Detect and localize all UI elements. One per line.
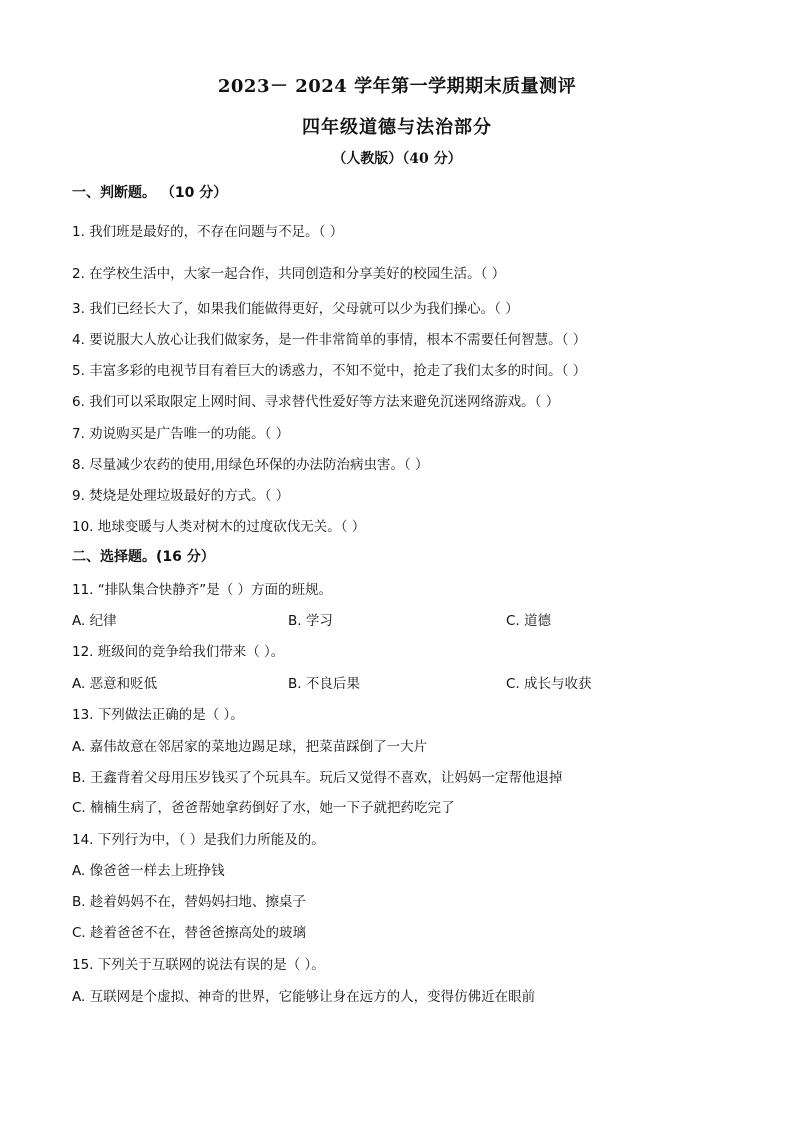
- choice-question-13: 13. 下列做法正确的是（ ）。: [72, 707, 244, 723]
- q12-option-a: A. 恶意和贬低: [72, 676, 158, 692]
- judgement-item-5: 5. 丰富多彩的电视节目有着巨大的诱惑力，不知不觉中，抢走了我们太多的时间。（ ）: [72, 363, 587, 379]
- judgement-item-3: 3. 我们已经长大了，如果我们能做得更好，父母就可以少为我们操心。（ ）: [72, 301, 519, 317]
- q14-option-c: C. 趁着爸爸不在，替爸爸擦高处的玻璃: [72, 925, 307, 941]
- q11-option-a: A. 纪律: [72, 613, 117, 629]
- judgement-item-10: 10. 地球变暖与人类对树木的过度砍伐无关。（ ）: [72, 519, 366, 535]
- exam-edition: （人教版）（40 分）: [332, 151, 462, 167]
- judgement-item-2: 2. 在学校生活中，大家一起合作，共同创造和分享美好的校园生活。（ ）: [72, 266, 506, 282]
- judgement-item-1: 1. 我们班是最好的，不存在问题与不足。（ ）: [72, 224, 344, 240]
- judgement-item-6: 6. 我们可以采取限定上网时间、寻求替代性爱好等方法来避免沉迷网络游戏。（ ）: [72, 394, 560, 410]
- q13-option-a: A. 嘉伟故意在邻居家的菜地边踢足球，把菜苗踩倒了一大片: [72, 739, 428, 755]
- judgement-item-7: 7. 劝说购买是广告唯一的功能。（ ）: [72, 426, 290, 442]
- q11-option-b: B. 学习: [288, 613, 333, 629]
- q14-option-b: B. 趁着妈妈不在，替妈妈扫地、擦桌子: [72, 894, 306, 910]
- choice-question-14: 14. 下列行为中，（ ）是我们力所能及的。: [72, 832, 325, 848]
- judgement-item-8: 8. 尽量减少农药的使用,用绿色环保的办法防治病虫害。（ ）: [72, 457, 429, 473]
- choice-question-12: 12. 班级间的竞争给我们带来（ ）。: [72, 644, 285, 660]
- section-judgement-heading: 一、判断题。 （10 分）: [72, 185, 228, 201]
- q14-option-a: A. 像爸爸一样去上班挣钱: [72, 863, 225, 879]
- q12-option-c: C. 成长与收获: [506, 676, 592, 692]
- judgement-item-9: 9. 焚烧是处理垃圾最好的方式。（ ）: [72, 488, 290, 504]
- q15-option-a: A. 互联网是个虚拟、神奇的世界，它能够让身在远方的人，变得仿佛近在眼前: [72, 989, 536, 1005]
- q13-option-b: B. 王鑫背着父母用压岁钱买了个玩具车。玩后又觉得不喜欢，让妈妈一定帮他退掉: [72, 770, 563, 786]
- choice-question-15: 15. 下列关于互联网的说法有误的是（ ）。: [72, 957, 325, 973]
- exam-title: 2023－ 2024 学年第一学期期末质量测评: [217, 76, 577, 97]
- exam-subtitle: 四年级道德与法治部分: [302, 117, 492, 138]
- q12-option-b: B. 不良后果: [288, 676, 360, 692]
- section-choice-heading: 二、选择题。(16 分）: [72, 549, 215, 565]
- judgement-item-4: 4. 要说服大人放心让我们做家务，是一件非常简单的事情，根本不需要任何智慧。（ ）: [72, 332, 587, 348]
- q11-option-c: C. 道德: [506, 613, 552, 629]
- q13-option-c: C. 楠楠生病了，爸爸帮她拿药倒好了水，她一下子就把药吃完了: [72, 800, 455, 816]
- choice-question-11: 11. “排队集合快静齐”是（ ）方面的班规。: [72, 582, 333, 598]
